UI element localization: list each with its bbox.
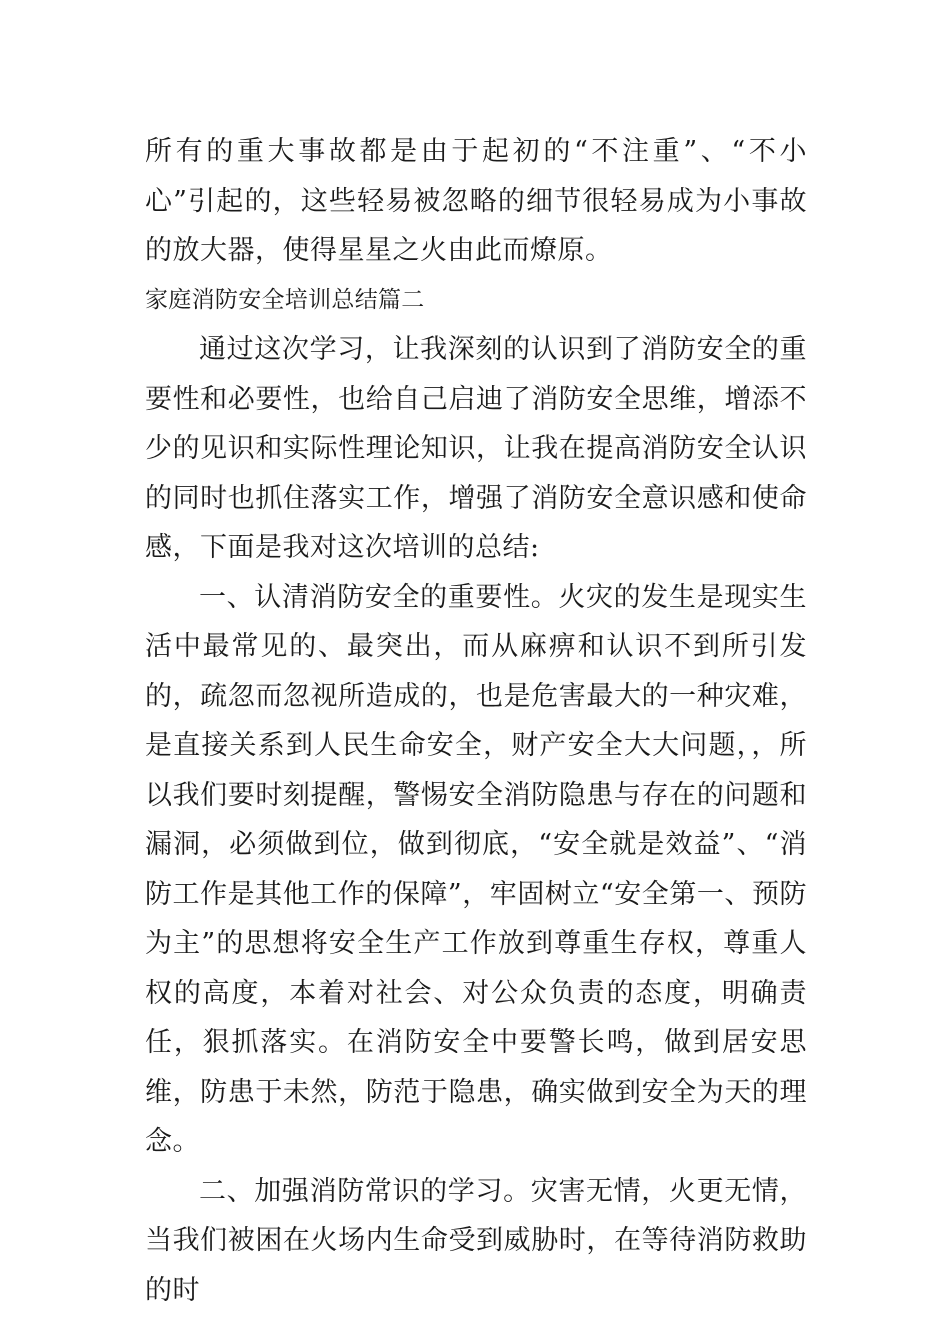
document-body [145,127,807,1315]
section-heading: 家庭消防安全培训总结篇二 [145,286,425,313]
body-paragraph: 一、认清消防安全的重要性。火灾的发生是现实生活中最常见的、最突出，而从麻痹和认识不到所引发的，疏忽而忽视所造成的，也是危害最大的一种灾难，是直接关系到人民生命安全，财产安全大大问题，，所以我们要时刻提醒，警惕安全消防隐患与存在的问题和漏洞，必须做到位，做到彻底，“安全就是效益”、“消防工作是其他工作的保障”，牢固树立“安全第一、预防为主”的思想将安全生产工作放到尊重生存权，尊重人权的高度，本着对社会、对公众负责的态度，明确责任，狠抓落实。在消防安全中要警长鸣，做到居安思维，防患于未然，防范于隐患，确实做到安全为天的理念。 [145,581,807,1157]
body-paragraph: 通过这次学习，让我深刻的认识到了消防安全的重要性和必要性，也给自己启迪了消防安全思维，增添不少的见识和实际性理论知识，让我在提高消防安全认识的同时也抓住落实工作，增强了消防安全意识感和使命感，下面是我对这次培训的总结: [145,334,807,563]
body-paragraph: 所有的重大事故都是由于起初的“不注重”、“不小心”引起的，这些轻易被忽略的细节很轻易成为小事故的放大器，使得星星之火由此而燎原。 [145,136,807,266]
body-paragraph: 二、加强消防常识的学习。灾害无情，火更无情，当我们被困在火场内生命受到威胁时，在等待消防救助的时 [145,1175,807,1306]
